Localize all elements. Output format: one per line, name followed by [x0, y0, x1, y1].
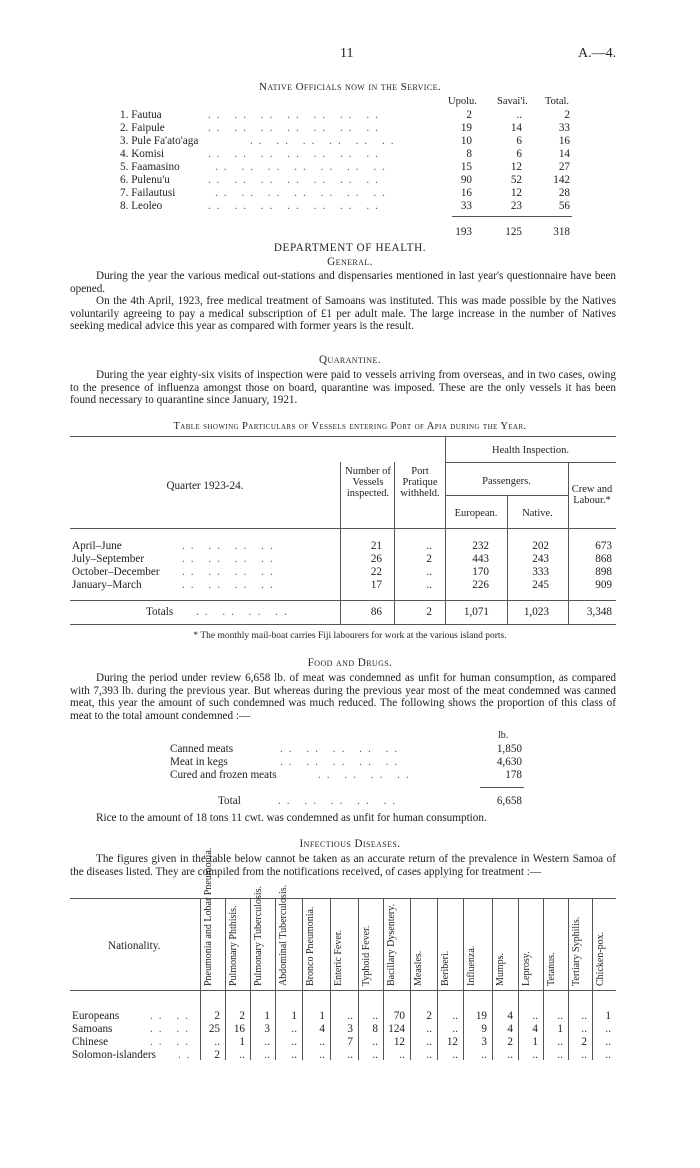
table-row: 3. Pule Fa'ato'aga .. .. .. .. .. .. 10 6 16 — [120, 135, 570, 147]
official-label: 5. Faamasino — [120, 161, 180, 173]
table-row: April–June .. .. .. .. 21 .. 232 202 673 — [72, 540, 612, 552]
disease-cell: .. — [239, 1049, 245, 1061]
page-number: 11 — [340, 46, 354, 61]
quarantine-paragraph: During the year eighty-six visits of inspection were paid to vessels arriving from overseas, and in two cases, owing to the presence of influenza amongst those on board, quarantine was imposed. These are the only vessels it has been found necessary to quarantine since January, 1921. — [70, 369, 616, 406]
disease-cell: 2 — [239, 1010, 245, 1022]
disease-cell: .. — [426, 1023, 432, 1035]
disease-cell: .. — [264, 1049, 270, 1061]
disease-cell: 2 — [581, 1036, 587, 1048]
vessels-head-health: Health Inspection. — [492, 445, 569, 456]
disease-cell: 4 — [319, 1023, 325, 1035]
nationality-label: Solomon-islanders — [72, 1049, 156, 1061]
disease-header: Enteric Fever. — [333, 929, 344, 986]
disease-cell: 1 — [557, 1023, 563, 1035]
disease-header: Influenza. — [466, 945, 477, 986]
disease-cell: 2 — [214, 1010, 220, 1022]
disease-cell: .. — [452, 1023, 458, 1035]
disease-cell: .. — [557, 1010, 563, 1022]
general-paragraph-1: During the year the various medical out-stations and dispensaries mentioned in last year's questionnaire have been opened. — [70, 270, 616, 295]
disease-cell: .. — [214, 1036, 220, 1048]
disease-cell: .. — [399, 1049, 405, 1061]
disease-cell: .. — [605, 1036, 611, 1048]
disease-cell: .. — [372, 1010, 378, 1022]
officials-totals-row: 193 125 318 — [455, 226, 570, 238]
table-row: January–March .. .. .. .. 17 .. 226 245 909 — [72, 579, 612, 591]
leader-dots: .. .. — [150, 1023, 194, 1035]
table-row — [0, 1023, 700, 1036]
list-item: Cured and frozen meats .. .. .. .. 178 — [170, 769, 522, 781]
table-row: 5. Faamasino .. .. .. .. .. .. .. 15 12 27 — [120, 161, 570, 173]
disease-header: Tetanus. — [546, 952, 557, 986]
disease-cell: .. — [581, 1049, 587, 1061]
disease-cell: .. — [426, 1036, 432, 1048]
disease-header: Measles. — [413, 950, 424, 986]
officials-title: Native Officials now in the Service. — [258, 81, 442, 93]
disease-header: Bacillary Dysentery. — [386, 903, 397, 986]
disease-cell: .. — [347, 1010, 353, 1022]
table-row: October–December .. .. .. .. 22 .. 170 333 898 — [72, 566, 612, 578]
health-title: DEPARTMENT OF HEALTH. — [273, 242, 427, 254]
disease-header: Leprosy. — [521, 951, 532, 986]
disease-cell: .. — [372, 1036, 378, 1048]
vessels-head-vessels: Number of Vessels inspected. — [345, 466, 391, 499]
disease-header: Abdominal Tuberculosis. — [278, 884, 289, 986]
table-row: 7. Failautusi .. .. .. .. .. .. .. 16 12 28 — [120, 187, 570, 199]
infectious-heading: Infectious Diseases. — [299, 838, 401, 850]
disease-cell: .. — [264, 1036, 270, 1048]
food-total-row: Total .. .. .. .. .. 6,658 — [218, 795, 522, 807]
official-label: 3. Pule Fa'ato'aga — [120, 135, 199, 147]
food-paragraph: During the period under review 6,658 lb. of meat was condemned as unfit for human consumption, as compared with 7,393 lb. during the previous year. But whereas during the previous year most of the meat condemned was canned meat, this year the amount of such condemned was much reduced. The following shows the proportion of this class of meat to the total amount condemned :— — [70, 672, 616, 722]
vessels-title: Table showing Particulars of Vessels entering Port of Apia during the Year. — [173, 421, 527, 432]
vessels-head-european: European. — [454, 508, 498, 519]
disease-cell: 70 — [393, 1010, 405, 1022]
table-row: 1. Fautua .. .. .. .. .. .. .. 2 .. 2 — [120, 109, 570, 121]
disease-cell: 9 — [481, 1023, 487, 1035]
quarantine-heading: Quarantine. — [319, 354, 381, 366]
disease-header: Chicken-pox. — [595, 931, 606, 986]
table-row: 6. Pulenu'u .. .. .. .. .. .. .. 90 52 142 — [120, 174, 570, 186]
table-row — [0, 1010, 700, 1023]
disease-cell: .. — [291, 1049, 297, 1061]
disease-cell: .. — [532, 1010, 538, 1022]
disease-cell: 124 — [388, 1023, 405, 1035]
leader-dots: .. .. — [150, 1010, 194, 1022]
disease-header: Pulmonary Tuberculosis. — [253, 885, 264, 986]
disease-cell: 2 — [214, 1049, 220, 1061]
nationality-label: Chinese — [72, 1036, 109, 1048]
nationality-label: Samoans — [72, 1023, 113, 1035]
disease-cell: 3 — [481, 1036, 487, 1048]
general-paragraph-2: On the 4th April, 1923, free medical treatment of Samoans was instituted. This was made possible by the Natives voluntarily agreeing to pay a medical subscription of £1 per adult male. The large increase in the number of Natives seeking medical advice this year as compared with former years is the result. — [70, 295, 616, 332]
disease-header: Beriberi. — [440, 950, 451, 986]
official-label: 8. Leoleo — [120, 200, 163, 212]
vessels-head-crew: Crew and Labour.* — [571, 484, 613, 506]
food-heading: Food and Drugs. — [307, 657, 393, 669]
disease-cell: .. — [605, 1023, 611, 1035]
disease-cell: 19 — [475, 1010, 487, 1022]
general-heading: General. — [327, 256, 373, 268]
disease-cell: 8 — [372, 1023, 378, 1035]
disease-header: Pneumonia and Lobar Pneumonia. — [203, 847, 214, 986]
disease-cell: 4 — [532, 1023, 538, 1035]
vessels-head-passengers: Passengers. — [482, 476, 531, 487]
infectious-paragraph: The figures given in the table below cannot be taken as an accurate return of the prevalence in Western Samoa of the diseases listed. They are compiled from the notifications received, of cases applying for treatment :— — [70, 853, 616, 878]
disease-cell: .. — [319, 1049, 325, 1061]
disease-cell: 3 — [347, 1023, 353, 1035]
food-unit: lb. — [498, 730, 509, 741]
disease-cell: 1 — [605, 1010, 611, 1022]
vessels-totals-row: Totals .. .. .. .. 86 2 1,071 1,023 3,348 — [146, 606, 612, 618]
disease-cell: .. — [507, 1049, 513, 1061]
vessels-head-quarter: Quarter 1923-24. — [166, 480, 244, 492]
disease-cell: .. — [347, 1049, 353, 1061]
disease-cell: .. — [532, 1049, 538, 1061]
official-label: 1. Fautua — [120, 109, 162, 121]
disease-header: Pulmonary Phthisis. — [228, 905, 239, 986]
disease-cell: .. — [291, 1036, 297, 1048]
table-row — [0, 1036, 700, 1049]
nationality-label: Europeans — [72, 1010, 120, 1022]
officials-col-savaii: Savai'i. — [497, 96, 528, 107]
leader-dots: .. — [178, 1049, 196, 1061]
official-label: 6. Pulenu'u — [120, 174, 170, 186]
table-row: 4. Komisi .. .. .. .. .. .. .. 8 6 14 — [120, 148, 570, 160]
disease-cell: 25 — [208, 1023, 220, 1035]
disease-cell: 1 — [319, 1010, 325, 1022]
disease-cell: 1 — [291, 1010, 297, 1022]
disease-cell: .. — [605, 1049, 611, 1061]
disease-cell: .. — [557, 1036, 563, 1048]
disease-cell: .. — [581, 1023, 587, 1035]
disease-cell: 3 — [264, 1023, 270, 1035]
disease-cell: 1 — [532, 1036, 538, 1048]
disease-cell: 12 — [446, 1036, 458, 1048]
disease-cell: .. — [581, 1010, 587, 1022]
disease-cell: 2 — [426, 1010, 432, 1022]
leader-dots: .. .. — [150, 1036, 194, 1048]
official-label: 7. Failautusi — [120, 187, 176, 199]
disease-cell: 4 — [507, 1023, 513, 1035]
disease-header: Bronco Pneumonia. — [305, 906, 316, 986]
disease-cell: .. — [372, 1049, 378, 1061]
disease-cell: .. — [557, 1049, 563, 1061]
table-row: July–September .. .. .. .. 26 2 443 243 868 — [72, 553, 612, 565]
list-item: Meat in kegs .. .. .. .. .. 4,630 — [170, 756, 522, 768]
disease-cell: .. — [481, 1049, 487, 1061]
disease-cell: .. — [426, 1049, 432, 1061]
disease-cell: .. — [319, 1036, 325, 1048]
disease-cell: .. — [452, 1010, 458, 1022]
disease-header: Tertiary Syphilis. — [571, 916, 582, 986]
document-reference: A.—4. — [578, 46, 617, 61]
rice-note: Rice to the amount of 18 tons 11 cwt. was condemned as unfit for human consumption. — [96, 812, 487, 824]
official-label: 4. Komisi — [120, 148, 165, 160]
officials-col-upolu: Upolu. — [448, 96, 477, 107]
table-row: 2. Faipule .. .. .. .. .. .. .. 19 14 33 — [120, 122, 570, 134]
disease-cell: 16 — [233, 1023, 245, 1035]
vessels-head-native: Native. — [522, 508, 553, 519]
disease-cell: 12 — [393, 1036, 405, 1048]
official-label: 2. Faipule — [120, 122, 165, 134]
table-row: 8. Leoleo .. .. .. .. .. .. .. 33 23 56 — [120, 200, 570, 212]
disease-cell: 1 — [264, 1010, 270, 1022]
list-item: Canned meats .. .. .. .. .. 1,850 — [170, 743, 522, 755]
disease-cell: .. — [291, 1023, 297, 1035]
vessels-head-pratique: Port Pratique withheld. — [400, 466, 440, 499]
disease-cell: .. — [452, 1049, 458, 1061]
nationality-header: Nationality. — [108, 940, 161, 952]
disease-cell: 4 — [507, 1010, 513, 1022]
vessels-footnote: * The monthly mail-boat carries Fiji labourers for work at the various island ports. — [193, 631, 507, 641]
table-row — [0, 1049, 700, 1062]
disease-header: Mumps. — [495, 952, 506, 986]
disease-cell: 1 — [239, 1036, 245, 1048]
disease-header: Typhoid Fever. — [361, 925, 372, 986]
disease-cell: 2 — [507, 1036, 513, 1048]
officials-col-total: Total. — [545, 96, 570, 107]
disease-cell: 7 — [347, 1036, 353, 1048]
